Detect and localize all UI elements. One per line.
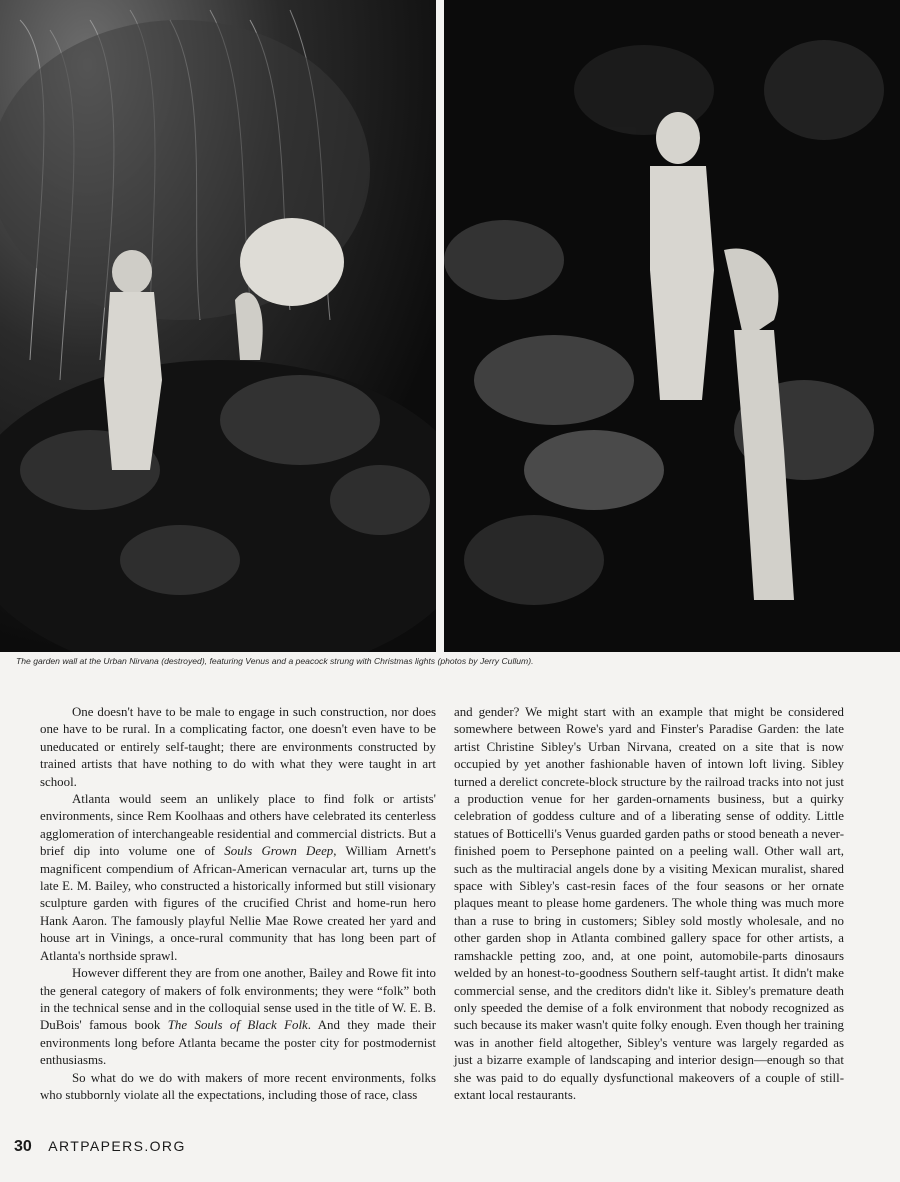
paragraph [454, 704, 844, 1104]
paragraph [40, 704, 436, 791]
paragraph [40, 791, 436, 965]
paragraph-text: , William Arnett's magnificent compendium of African-American vernacular art, turns up the late E. M. Bailey, who constructed a historically informed but still visionary sculpture garden with figures of the crucified Christ and home-run hero Hank Aaron. The famously playful Nellie Mae Rowe created her yard and house art in Vinings, a once-rural community that has long been part of Atlanta's northside sprawl. [40, 844, 436, 963]
paragraph-text: So what do we do with makers of more recent environments, folks who stubbornly violate all the expectations, including those of race, class [40, 1070, 436, 1102]
page-footer [14, 1138, 186, 1156]
book-title: The Souls of Black Folk [167, 1018, 308, 1033]
paragraph-text: . And they made their environments long before Atlanta became the poster city for postmodernist enthusiasms. [40, 1018, 436, 1068]
paragraph [40, 965, 436, 1069]
article-column-left [40, 704, 436, 1104]
paragraph [40, 1070, 436, 1105]
photo-left [0, 0, 436, 652]
paragraph-text: Atlanta would seem an unlikely place to find folk or artists' environments, since Rem Koolhaas and others have celebrated its centerless agglomeration of interchangeable residential and commercial districts. But a brief dip into volume one of [40, 792, 436, 859]
site-name: ARTPAPERS.ORG [48, 1138, 186, 1154]
paragraph-text: However different they are from one another, Bailey and Rowe fit into the general category of makers of folk environments; they were “folk” both in the technical sense and in the colloquial sense used in the title of W. E. B. DuBois' famous book [40, 966, 436, 1033]
page-number: 30 [14, 1138, 32, 1155]
photo-right [444, 0, 900, 652]
photo-right-image [444, 0, 900, 652]
article-column-right [454, 704, 844, 1104]
book-title: Souls Grown Deep [224, 844, 334, 859]
paragraph-text: and gender? We might start with an example that might be considered somewhere between Rowe's yard and Finster's Paradise Garden: the late artist Christine Sibley's Urban Nirvana, created on a site that is now occupied by yet another fashionable haven of intown loft living. Sibley turned a derelict concrete-block structure by the railroad tracks into not just a production venue for her garden-ornaments business, but a quirky celebration of goddess culture and of a liberating sense of oddity. Little statues of Botticelli's Venus guarded garden paths or stood beneath a never-finished poem to Persephone painted on a peeling wall. Other wall art, such as the multiracial angels done by a visiting Mexican muralist, shared space with Sibley's cast-resin faces of the four seasons or her ornate plaques meant to please home gardeners. The whole thing was much more than a ruse to bring in customers; Sibley sold mostly wholesale, and no other garden shop in Atlanta combined gallery space for other artists, a ramshackle petting zoo, and, at one point, automobile-parts dinosaurs welded by an honest-to-goodness Southern self-taught artist. It didn't make commercial sense, and the creditors didn't like it. Sibley's premature death only speeded the demise of a folk environment that nobody recognized as such because its maker wasn't quite folky enough. Even though her training was in another field altogether, Sibley's venture was largely regarded as just a bizarre example of landscaping and interior design—enough so that she was paid to do equally dysfunctional makeovers of a couple of still-extant local restaurants. [454, 705, 844, 1102]
ivy-foliage [0, 360, 436, 652]
photo-caption: The garden wall at the Urban Nirvana (destroyed), featuring Venus and a peacock strung with Christmas lights (photos by Jerry Cullum). [16, 656, 534, 666]
photo-left-image [0, 0, 436, 652]
paragraph-text: One doesn't have to be male to engage in such construction, nor does one have to be rural. In a complicating factor, one doesn't even have to be uneducated or entirely self-taught; there are environments constructed by trained artists that have nothing to do with what they were taught in art school. [40, 705, 436, 789]
